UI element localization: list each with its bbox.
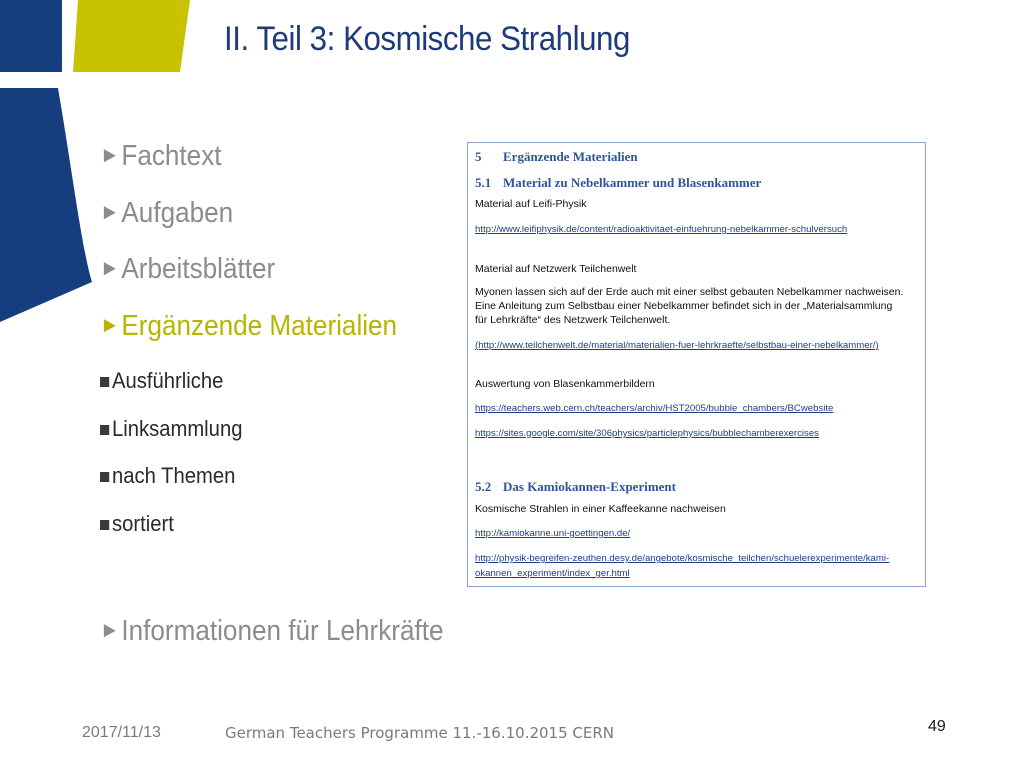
kamio-link-2-line-2[interactable]: okannen_experiment/index_ger.html xyxy=(475,568,630,579)
square-bullet-icon xyxy=(100,520,109,530)
page-number: 49 xyxy=(928,718,946,735)
blasen-label: Auswertung von Blasenkammerbildern xyxy=(475,378,655,390)
square-bullet-icon xyxy=(100,377,109,387)
logo-blue-wedge xyxy=(0,88,92,322)
kamio-label: Kosmische Strahlen in einer Kaffeekanne nachweisen xyxy=(475,503,726,515)
subitem-nach-themen: nach Themen xyxy=(100,463,235,489)
bullet-informationen-lehrkraefte: ►Informationen für Lehrkräfte xyxy=(100,615,444,647)
kamio-link-2-line-1[interactable]: http://physik-begreifen-zeuthen.desy.de/angebote/kosmische_teilchen/schuelerexperimente/kami- xyxy=(475,553,890,564)
section-heading: 5 Ergänzende Materialien xyxy=(475,149,638,164)
bullet-arbeitsblaetter: ►Arbeitsblätter xyxy=(100,253,276,285)
subitem-ausfuehrliche: Ausführliche xyxy=(100,368,223,394)
square-bullet-icon xyxy=(100,425,109,435)
teilchenwelt-label: Material auf Netzwerk Teilchenwelt xyxy=(475,263,637,275)
logo-yellow-shape xyxy=(73,0,190,72)
teilchenwelt-text-line-3: für Lehrkräfte“ des Netzwerk Teilchenwelt. xyxy=(475,314,671,326)
arrow-icon: ► xyxy=(100,312,120,337)
arrow-icon: ► xyxy=(100,142,120,167)
blasen-link-2[interactable]: https://sites.google.com/site/306physics/particlephysics/bubblechamberexercises xyxy=(475,428,819,439)
footer-date: 2017/11/13 xyxy=(82,724,161,741)
arrow-icon: ► xyxy=(100,199,120,224)
bullet-ergaenzende-materialien: ►Ergänzende Materialien xyxy=(100,310,398,342)
subitem-sortiert: sortiert xyxy=(100,511,174,537)
leifi-link[interactable]: http://www.leifiphysik.de/content/radioaktivitaet-einfuehrung-nebelkammer-schulversuch xyxy=(475,224,848,235)
teilchenwelt-text-line-1: Myonen lassen sich auf der Erde auch mit einer selbst gebauten Nebelkammer nachweisen. xyxy=(475,286,904,298)
document-excerpt xyxy=(467,142,926,587)
logo-blue-square xyxy=(0,0,62,72)
subsection-heading-5-2: 5.2 Das Kamiokannen-Experiment xyxy=(475,479,676,494)
subitem-linksammlung: Linksammlung xyxy=(100,416,242,442)
page-title: II. Teil 3: Kosmische Strahlung xyxy=(224,20,630,58)
arrow-icon: ► xyxy=(100,617,120,642)
bullet-fachtext: ►Fachtext xyxy=(100,140,222,172)
square-bullet-icon xyxy=(100,472,109,482)
teilchenwelt-link[interactable]: (http://www.teilchenwelt.de/material/materialien-fuer-lehrkraefte/selbstbau-einer-nebelkammer/) xyxy=(475,340,879,351)
teilchenwelt-text-line-2: Eine Anleitung zum Selbstbau einer Nebelkammer befindet sich in der „Materialsammlung xyxy=(475,300,893,312)
footer-center: German Teachers Programme 11.-16.10.2015 CERN xyxy=(225,724,615,742)
kamio-link-1[interactable]: http://kamiokanne.uni-goettingen.de/ xyxy=(475,528,631,539)
subsection-heading-5-1: 5.1 Material zu Nebelkammer und Blasenkammer xyxy=(475,175,762,190)
bullet-aufgaben: ►Aufgaben xyxy=(100,197,234,229)
leifi-label: Material auf Leifi-Physik xyxy=(475,198,587,210)
blasen-link-1[interactable]: https://teachers.web.cern.ch/teachers/archiv/HST2005/bubble_chambers/BCwebsite xyxy=(475,403,834,414)
arrow-icon: ► xyxy=(100,255,120,280)
